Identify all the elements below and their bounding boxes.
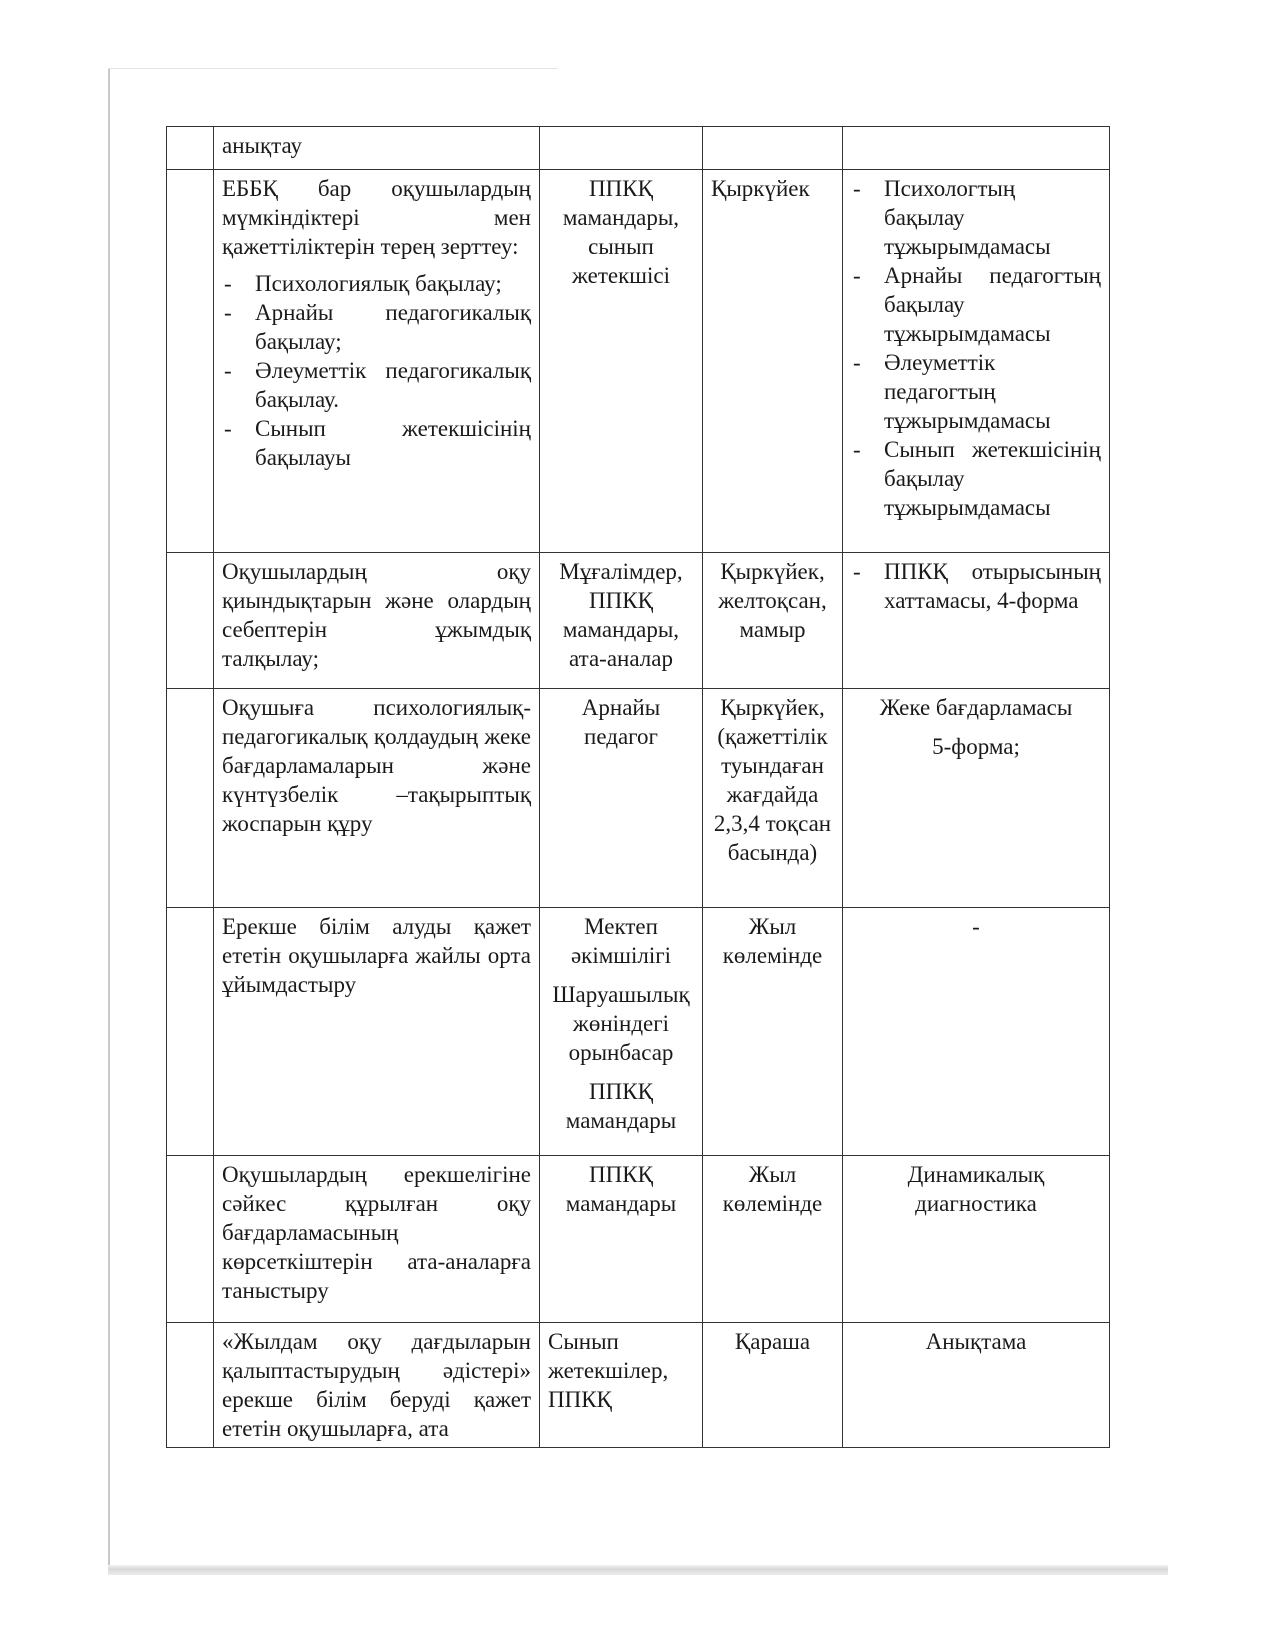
responsible-cell — [540, 553, 703, 689]
responsible-text: Мектеп әкімшілігі — [570, 914, 672, 968]
result-cell — [843, 553, 1110, 689]
result-cell — [843, 1156, 1110, 1323]
task-text: «Жылдам оқу дағдыларын қалыптастырудың әдістері» ерекше білім беруді қажет ететін оқушыларға, ата — [222, 1329, 531, 1441]
date-text: Қыркүйек, (қажеттілік туындаған жағдайда 2,3,4 тоқсан басында) — [713, 695, 832, 865]
date-text: Жыл көлемінде — [722, 1162, 823, 1216]
task-text: Ерекше білім алуды қажет ететін оқушыларға жайлы орта ұйымдастыру — [222, 914, 531, 997]
responsible-cell — [540, 1323, 703, 1448]
date-text: Жыл көлемінде — [722, 914, 823, 968]
list-item: - Әлеуметтік педагогикалық бақылау. — [222, 356, 531, 414]
row-number-cell — [167, 1156, 214, 1323]
task-text: Оқушыға психологиялық-педагогикалық қолдаудың жеке бағдарламаларын және күнтүзбелік –тақырыптық жоспарын құру — [222, 695, 531, 836]
responsible-text: Арнайы педагог — [581, 695, 661, 749]
date-cell — [703, 908, 843, 1156]
responsible-text: ППКҚ мамандары — [565, 1079, 677, 1133]
row-number-cell — [167, 170, 214, 553]
row-number-cell — [167, 908, 214, 1156]
table-row — [167, 170, 1110, 553]
responsible-cell — [540, 689, 703, 908]
task-cell — [214, 553, 540, 689]
result-cell — [843, 908, 1110, 1156]
date-cell — [703, 553, 843, 689]
result-cell — [843, 127, 1110, 170]
row-number-cell — [167, 553, 214, 689]
responsible-cell — [540, 170, 703, 553]
list-item: - Психологтың бақылау тұжырымдамасы — [851, 174, 1101, 261]
result-cell — [843, 689, 1110, 908]
result-form-text: 5-форма; — [932, 734, 1020, 759]
responsible-cell — [540, 1156, 703, 1323]
result-cell — [843, 1323, 1110, 1448]
result-text: Динамикалық диагностика — [907, 1162, 1045, 1216]
list-item: - Әлеуметтік педагогтың тұжырымдамасы — [851, 348, 1101, 435]
scan-edge-bottom — [108, 1565, 1168, 1575]
date-cell — [703, 1156, 843, 1323]
date-text: Қыркүйек — [711, 176, 810, 201]
date-cell — [703, 689, 843, 908]
task-cell — [214, 127, 540, 170]
result-text: Анықтама — [925, 1329, 1027, 1354]
table-row — [167, 1156, 1110, 1323]
responsible-text: Шаруашылық жөніндегі орынбасар — [552, 982, 690, 1065]
result-list — [851, 557, 1101, 615]
list-item: - Сынып жетекшісінің бақылау тұжырымдамасы — [851, 435, 1101, 522]
responsible-cell — [540, 127, 703, 170]
work-plan-table — [166, 126, 1110, 1448]
list-item: - Арнайы педагогикалық бақылау; — [222, 298, 531, 356]
scan-edge-top — [108, 68, 558, 69]
list-item: - ППКҚ отырысының хаттамасы, 4-форма — [851, 557, 1101, 615]
task-text: Оқушылардың ерекшелігіне сәйкес құрылған оқу бағдарламасының көрсеткіштерін ата-аналарға таныстыру — [222, 1162, 531, 1303]
task-list — [222, 269, 531, 472]
task-cell — [214, 1323, 540, 1448]
scan-edge-left — [108, 68, 110, 1568]
responsible-text: ППКҚ мамандары — [565, 1162, 677, 1216]
task-cell — [214, 689, 540, 908]
list-item: - Психологиялық бақылау; — [222, 269, 531, 298]
task-cell — [214, 908, 540, 1156]
row-number-cell — [167, 1323, 214, 1448]
list-item: - Арнайы педагогтың бақылау тұжырымдамасы — [851, 261, 1101, 348]
result-text: Жеке бағдарламасы — [879, 695, 1073, 720]
table-row — [167, 689, 1110, 908]
list-item: - Сынып жетекшісінің бақылауы — [222, 414, 531, 472]
date-cell — [703, 170, 843, 553]
date-cell — [703, 1323, 843, 1448]
responsible-cell — [540, 908, 703, 1156]
result-text: - — [972, 914, 980, 939]
table-row — [167, 553, 1110, 689]
table-row — [167, 908, 1110, 1156]
responsible-text: Мұғалімдер, ППКҚ мамандары, ата-аналар — [559, 559, 683, 671]
date-text: Қараша — [734, 1329, 811, 1354]
task-cell — [214, 1156, 540, 1323]
table-row — [167, 1323, 1110, 1448]
result-list — [851, 174, 1101, 522]
date-text: Қыркүйек, желтоқсан, мамыр — [718, 559, 827, 642]
task-text: анықтау — [222, 133, 303, 158]
date-cell — [703, 127, 843, 170]
result-cell — [843, 170, 1110, 553]
responsible-text: ППКҚ мамандары, сынып жетекшісі — [562, 176, 680, 288]
row-number-cell — [167, 127, 214, 170]
table-row — [167, 127, 1110, 170]
task-text: ЕББҚ бар оқушылардың мүмкіндіктері мен қажеттіліктерін терең зерттеу: — [222, 176, 531, 259]
row-number-cell — [167, 689, 214, 908]
task-text: Оқушылардың оқу қиындықтарын және олардың себептерін ұжымдық талқылау; — [222, 559, 531, 671]
task-cell — [214, 170, 540, 553]
responsible-text: Сынып жетекшілер, ППКҚ — [548, 1329, 669, 1412]
